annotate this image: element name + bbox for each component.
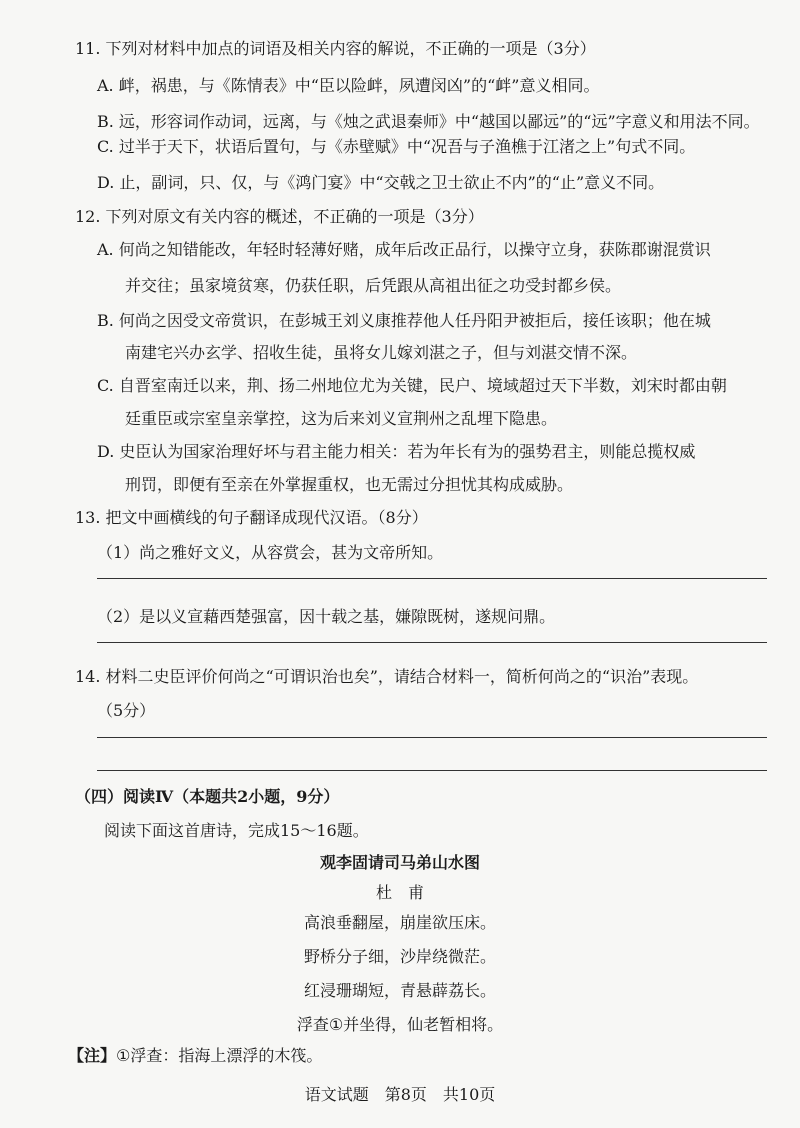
answer-line xyxy=(97,578,767,579)
q13-sentence-2: （2）是以义宣藉西楚强富，因十载之基，嫌隙既树，遂规问鼎。 xyxy=(97,607,556,626)
q12-option-d-line2: 刑罚，即便有至亲在外掌握重权，也无需过分担忧其构成威胁。 xyxy=(125,475,574,494)
section-heading: （四）阅读Ⅳ（本题共2小题，9分） xyxy=(75,787,340,806)
answer-line xyxy=(97,737,767,738)
poem-line: 高浪垂翻屋，崩崖欲压床。 xyxy=(303,913,496,932)
q12-stem: 12. 下列对原文有关内容的概述，不正确的一项是（3分） xyxy=(75,207,484,226)
poem-line: 野桥分子细，沙岸绕微茫。 xyxy=(303,947,496,966)
section-intro: 阅读下面这首唐诗，完成15～16题。 xyxy=(104,821,369,840)
q14-score: （5分） xyxy=(97,701,156,720)
page-footer: 语文试题 第8页 共10页 xyxy=(304,1085,496,1104)
footnote-text: ①浮查：指海上漂浮的木筏。 xyxy=(116,1046,323,1065)
q11-option-c: C. 过半于天下，状语后置句，与《赤壁赋》中“况吾与子渔樵于江渚之上”句式不同。 xyxy=(97,137,696,156)
q12-option-c-line2: 廷重臣或宗室皇亲掌控，这为后来刘义宣荆州之乱埋下隐患。 xyxy=(125,409,558,428)
q12-option-b-line2: 南建宅兴办玄学、招收生徒，虽将女儿嫁刘湛之子，但与刘湛交情不深。 xyxy=(125,343,638,362)
q11-option-d: D. 止，副词，只、仅，与《鸿门宴》中“交戟之卫士欲止不内”的“止”意义不同。 xyxy=(97,173,665,192)
q11-option-b: B. 远，形容词作动词，远离，与《烛之武退秦师》中“越国以鄙远”的“远”字意义和用法不同。 xyxy=(97,112,760,131)
poem-line: 红浸珊瑚短，青悬薜荔长。 xyxy=(303,981,496,1000)
footnote xyxy=(68,1045,322,1067)
answer-line xyxy=(97,642,767,643)
q13-stem: 13. 把文中画横线的句子翻译成现代汉语。（8分） xyxy=(75,508,428,527)
q12-option-a-line2: 并交往；虽家境贫寒，仍获任职，后凭跟从高祖出征之功受封都乡侯。 xyxy=(125,276,622,295)
answer-line xyxy=(97,770,767,771)
q13-sentence-1: （1）尚之雅好文义，从容赏会，甚为文帝所知。 xyxy=(97,543,444,562)
q14-stem: 14. 材料二史臣评价何尚之“可谓识治也矣”，请结合材料一，简析何尚之的“识治”表现。 xyxy=(75,667,699,686)
q12-option-b-line1: B. 何尚之因受文帝赏识，在彭城王刘义康推荐他人任丹阳尹被拒后，接任该职；他在城 xyxy=(97,311,711,330)
poem-author: 杜 甫 xyxy=(375,883,424,902)
footnote-label: 【注】 xyxy=(68,1046,117,1065)
q12-option-c-line1: C. 自晋室南迁以来，荆、扬二州地位尤为关键，民户、境域超过天下半数，刘宋时都由朝 xyxy=(97,376,727,395)
q12-option-a-line1: A. 何尚之知错能改，年轻时轻薄好赌，成年后改正品行，以操守立身，获陈郡谢混赏识 xyxy=(97,240,711,259)
poem-title: 观李固请司马弟山水图 xyxy=(319,853,480,872)
poem-line: 浮查①并坐得，仙老暂相将。 xyxy=(296,1015,504,1034)
q11-option-a: A. 衅，祸患，与《陈情表》中“臣以险衅，夙遭闵凶”的“衅”意义相同。 xyxy=(97,76,600,95)
q12-option-d-line1: D. 史臣认为国家治理好坏与君主能力相关：若为年长有为的强势君主，则能总揽权威 xyxy=(97,442,696,461)
q11-stem: 11. 下列对材料中加点的词语及相关内容的解说，不正确的一项是（3分） xyxy=(75,39,596,58)
